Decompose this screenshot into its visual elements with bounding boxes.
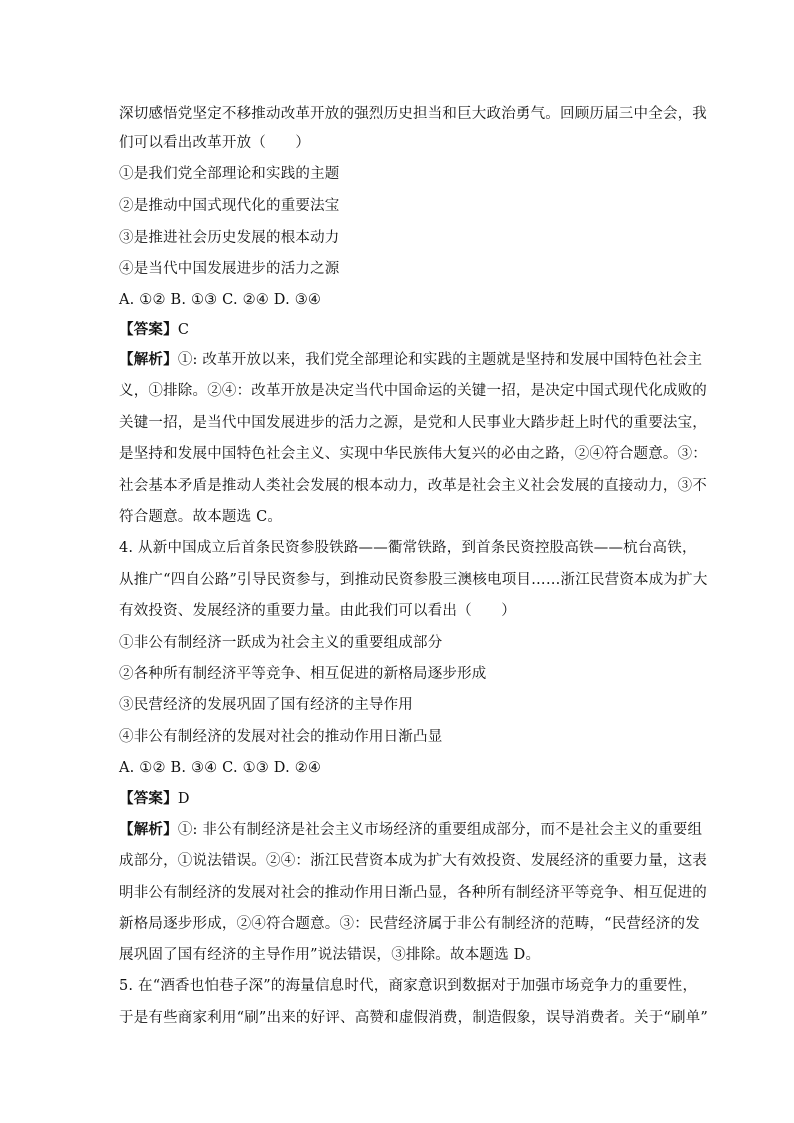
text-line: 义，①排除。②④：改革开放是决定当代中国命运的关键一招，是决定中国式现代化成败的 — [119, 383, 707, 399]
choices-line: A. ①② B. ①③ C. ②④ D. ③④ — [119, 292, 322, 308]
option-line: ④非公有制经济的发展对社会的推动作用日渐凸显 — [119, 729, 443, 745]
text-line: 们可以看出改革开放（ ） — [119, 135, 311, 151]
answer-line — [119, 789, 679, 809]
answer-value: C — [177, 322, 190, 338]
option-line: ①是我们党全部理论和实践的主题 — [119, 166, 340, 182]
text-line: 于是有些商家利用“刷”出来的好评、高赞和虚假消费，制造假象，误导消费者。关于“刷单” — [119, 1010, 709, 1026]
answer-value: D — [177, 791, 190, 807]
text-line: 明非公有制经济的发展对社会的推动作用日渐凸显，各种所有制经济平等竞争、相互促进的 — [119, 885, 707, 901]
option-line: ③民营经济的发展巩固了国有经济的主导作用 — [119, 697, 413, 713]
analysis-text: ①: 非公有制经济是社会主义市场经济的重要组成部分，而不是社会主义的重要组 — [177, 822, 703, 838]
option-line: ②各种所有制经济平等竞争、相互促进的新格局逐步形成 — [119, 666, 487, 682]
text-line: 有效投资、发展经济的重要力量。由此我们可以看出（ ） — [119, 603, 516, 619]
text-line: 从推广“四自公路”引导民资参与，到推动民资参股三澳核电项目……浙江民营资本成为扩大 — [119, 572, 708, 588]
text-line: 展巩固了国有经济的主导作用”说法错误，③排除。故本题选 D。 — [119, 947, 541, 963]
option-line: ②是推动中国式现代化的重要法宝 — [119, 198, 340, 214]
text-line: 符合题意。故本题选 C。 — [119, 509, 283, 525]
question-line: 5. 在“酒香也怕巷子深”的海量信息时代，商家意识到数据对于加强市场竞争力的重要性， — [119, 978, 698, 994]
analysis-tag: 【解析】 — [119, 821, 178, 838]
answer-tag: 【答案】 — [119, 790, 178, 807]
text-line: 新格局逐步形成，②④符合题意。③：民营经济属于非公有制经济的范畴，“民营经济的发 — [119, 916, 700, 932]
option-line: ④是当代中国发展进步的活力之源 — [119, 261, 340, 277]
text-line: 成部分，①说法错误。②④：浙江民营资本成为扩大有效投资、发展经济的重要力量，这表 — [119, 853, 707, 869]
analysis-text: ①: 改革开放以来，我们党全部理论和实践的主题就是坚持和发展中国特色社会主 — [177, 352, 703, 368]
choices-line: A. ①② B. ③④ C. ①③ D. ②④ — [119, 760, 322, 776]
analysis-tag: 【解析】 — [119, 351, 178, 368]
option-line: ①非公有制经济一跃成为社会主义的重要组成部分 — [119, 635, 443, 651]
answer-tag: 【答案】 — [119, 321, 178, 338]
text-line: 社会基本矛盾是推动人类社会发展的根本动力，改革是社会主义社会发展的直接动力，③不 — [119, 478, 707, 494]
question-line: 4. 从新中国成立后首条民资参股铁路——衢常铁路，到首条民资控股高铁——杭台高铁， — [119, 540, 697, 556]
text-line: 是坚持和发展中国特色社会主义、实现中华民族伟大复兴的必由之路，②④符合题意。③： — [119, 446, 707, 462]
text-line: 深切感悟党坚定不移推动改革开放的强烈历史担当和巨大政治勇气。回顾历届三中全会，我 — [119, 106, 707, 122]
option-line: ③是推进社会历史发展的根本动力 — [119, 230, 340, 246]
analysis-line — [119, 820, 703, 840]
analysis-line — [119, 350, 703, 370]
text-line: 关键一招，是当代中国发展进步的活力之源，是党和人民事业大踏步赶上时代的重要法宝， — [119, 415, 707, 431]
answer-line — [119, 320, 679, 340]
